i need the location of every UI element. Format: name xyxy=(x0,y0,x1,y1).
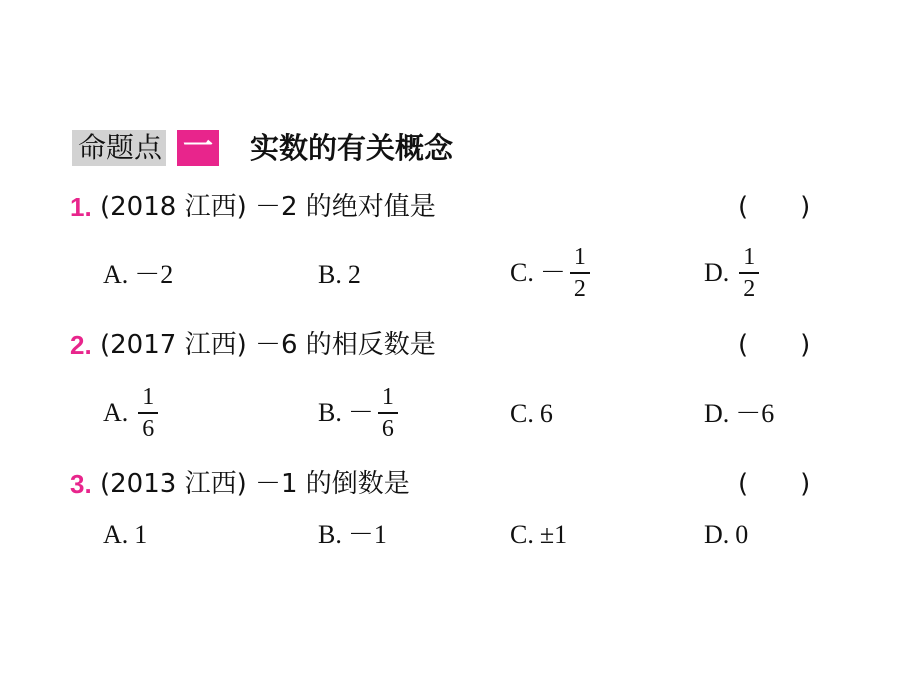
question-2-option-c[interactable] xyxy=(510,397,553,431)
question-3-option-c[interactable] xyxy=(510,518,567,552)
question-3-text: (2013 江西) －1 的倒数是 xyxy=(100,469,410,499)
option-label: B. xyxy=(318,520,342,549)
fraction xyxy=(138,384,158,442)
option-value: ±1 xyxy=(539,520,568,549)
fraction-denominator: 6 xyxy=(381,416,394,442)
question-1-option-d[interactable] xyxy=(704,244,759,302)
option-label: C. xyxy=(510,520,534,549)
fraction xyxy=(378,384,398,442)
option-value: 6 xyxy=(539,399,553,428)
question-2-option-a[interactable] xyxy=(103,384,158,442)
fraction-numerator: 1 xyxy=(378,384,398,414)
option-value: －2 xyxy=(134,260,174,289)
question-2-text: (2017 江西) －6 的相反数是 xyxy=(100,330,436,360)
option-label: D. xyxy=(704,399,730,428)
fraction xyxy=(739,244,759,302)
question-2-number: 2. xyxy=(70,330,92,360)
question-3-option-b[interactable] xyxy=(318,518,387,552)
fraction-numerator: 1 xyxy=(570,244,590,274)
option-value: －6 xyxy=(735,399,775,428)
option-value: 0 xyxy=(735,520,749,549)
question-3-option-a[interactable] xyxy=(103,518,147,552)
option-sign: － xyxy=(539,258,566,287)
option-label: A. xyxy=(103,260,129,289)
question-2-answer-blank[interactable]: ( ) xyxy=(738,330,811,360)
question-1-number: 1. xyxy=(70,192,92,222)
fraction-denominator: 2 xyxy=(743,276,756,302)
question-3-option-d[interactable] xyxy=(704,518,748,552)
option-value: 2 xyxy=(347,260,361,289)
fraction xyxy=(570,244,590,302)
option-value: －1 xyxy=(347,520,387,549)
fraction-numerator: 1 xyxy=(739,244,759,274)
option-label: D. xyxy=(704,258,730,287)
option-value: 1 xyxy=(134,520,148,549)
fraction-denominator: 6 xyxy=(142,416,155,442)
question-2-option-b[interactable] xyxy=(318,384,398,442)
question-1-option-a[interactable] xyxy=(103,258,173,292)
question-3-number: 3. xyxy=(70,469,92,499)
option-label: A. xyxy=(103,398,129,427)
fraction-denominator: 2 xyxy=(573,276,586,302)
fraction-numerator: 1 xyxy=(138,384,158,414)
question-2-option-d[interactable] xyxy=(704,397,774,431)
option-label: A. xyxy=(103,520,129,549)
section-label: 命题点 xyxy=(72,130,166,166)
question-1-text: (2018 江西) －2 的绝对值是 xyxy=(100,192,436,222)
option-label: D. xyxy=(704,520,730,549)
option-label: B. xyxy=(318,398,342,427)
question-3-answer-blank[interactable]: ( ) xyxy=(738,469,811,499)
question-1-option-c[interactable] xyxy=(510,244,590,302)
option-sign: － xyxy=(347,398,374,427)
option-label: B. xyxy=(318,260,342,289)
section-title: 实数的有关概念 xyxy=(250,131,454,165)
question-1-option-b[interactable] xyxy=(318,258,361,292)
question-1-answer-blank[interactable]: ( ) xyxy=(738,192,811,222)
option-label: C. xyxy=(510,258,534,287)
option-label: C. xyxy=(510,399,534,428)
section-number-badge: 一 xyxy=(177,130,219,166)
